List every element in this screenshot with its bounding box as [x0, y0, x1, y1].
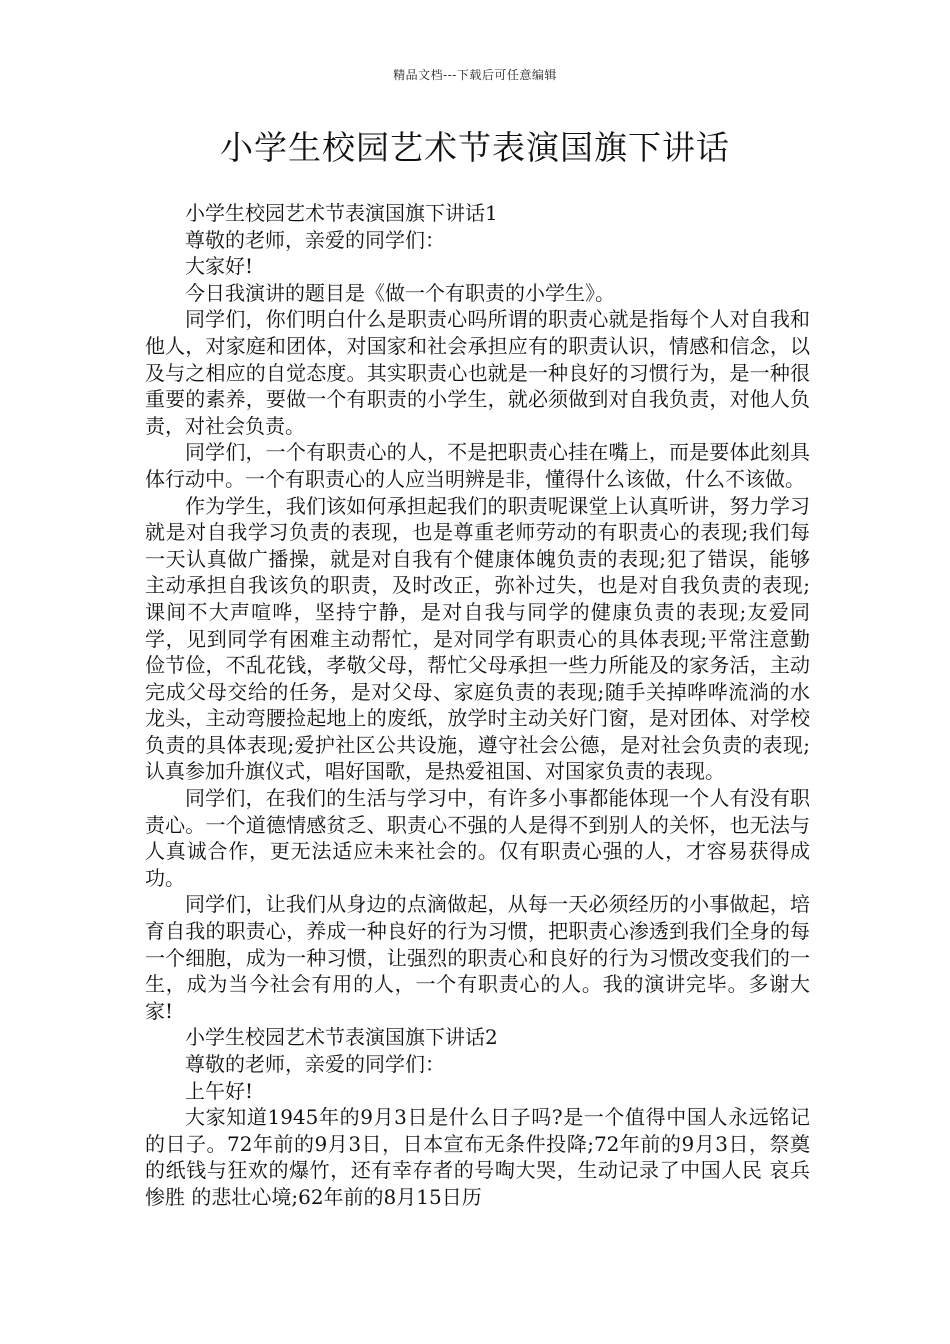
salutation: 尊敬的老师，亲爱的同学们：: [185, 1052, 445, 1076]
body-paragraph: 同学们，你们明白什么是职责心吗所谓的职责心就是指每个人对自我和他人，对家庭和团体，对国家和社会承担应有的职责认识，情感和信念，以及与之相应的自觉态度。其实职责心也就是一种良好的习惯行为，是一种很重要的素养，要做一个有职责的小学生，就必须做到对自我负责，对他人负责，对社会负责。: [145, 307, 810, 438]
document-body: [145, 200, 810, 1211]
speech-1-heading: 小学生校园艺术节表演国旗下讲话1: [185, 201, 498, 225]
body-paragraph: 大家知道1945年的9月3日是什么日子吗?是一个值得中国人永远铭记的日子。72年前的9月3日，日本宣布无条件投降;72年前的9月3日，祭奠的纸钱与狂欢的爆竹，还有幸存者的号啕大哭，生动记录了中国人民 哀兵惨胜 的悲壮心境;62年前的8月15日历: [145, 1105, 810, 1209]
greeting: 大家好!: [185, 254, 254, 279]
body-paragraph: 同学们，一个有职责心的人，不是把职责心挂在嘴上，而是要体此刻具体行动中。一个有职责心的人应当明辨是非，懂得什么该做，什么不该做。: [145, 440, 810, 491]
body-paragraph: 今日我演讲的题目是《做一个有职责的小学生》。: [185, 280, 615, 305]
salutation: 尊敬的老师，亲爱的同学们：: [185, 227, 445, 252]
body-paragraph: 同学们，让我们从身边的点滴做起，从每一天必须经历的小事做起，培育自我的职责心，养成一种良好的行为习惯，把职责心渗透到我们全身的每一个细胞，成为一种习惯，让强烈的职责心和良好的行为习惯改变我们的一生，成为当今社会有用的人，一个有职责心的人。我的演讲完毕。多谢大家!: [145, 892, 810, 1023]
greeting: 上午好!: [185, 1078, 254, 1103]
speech-2-heading: 小学生校园艺术节表演国旗下讲话2: [185, 1025, 498, 1050]
document-title: 小学生校园艺术节表演国旗下讲话: [220, 128, 730, 167]
body-paragraph: 同学们，在我们的生活与学习中，有许多小事都能体现一个人有没有职责心。一个道德情感贫乏、职责心不强的人是得不到别人的关怀，也无法与人真诚合作，更无法适应未来社会的。仅有职责心强的人，才容易获得成功。: [145, 786, 810, 890]
body-paragraph: 作为学生，我们该如何承担起我们的职责呢课堂上认真听讲，努力学习就是对自我学习负责的表现，也是尊重老师劳动的有职责心的表现;我们每一天认真做广播操，就是对自我有个健康体魄负责的表现;犯了错误，能够主动承担自我该负的职责，及时改正，弥补过失，也是对自我负责的表现;课间不大声喧哗，坚持宁静，是对自我与同学的健康负责的表现;友爱同学，见到同学有困难主动帮忙，是对同学有职责心的具体表现;平常注意勤俭节俭，不乱花钱，孝敬父母，帮忙父母承担一些力所能及的家务活，主动完成父母交给的任务，是对父母、家庭负责的表现;随手关掉哗哗流淌的水龙头，主动弯腰捡起地上的废纸，放学时主动关好门窗，是对团体、对学校负责的具体表现;爱护社区公共设施，遵守社会公德，是对社会负责的表现;认真参加升旗仪式，唱好国歌，是热爱祖国、对国家负责的表现。: [145, 493, 810, 784]
page-header-watermark: 精品文档---下载后可任意编辑: [393, 68, 557, 82]
